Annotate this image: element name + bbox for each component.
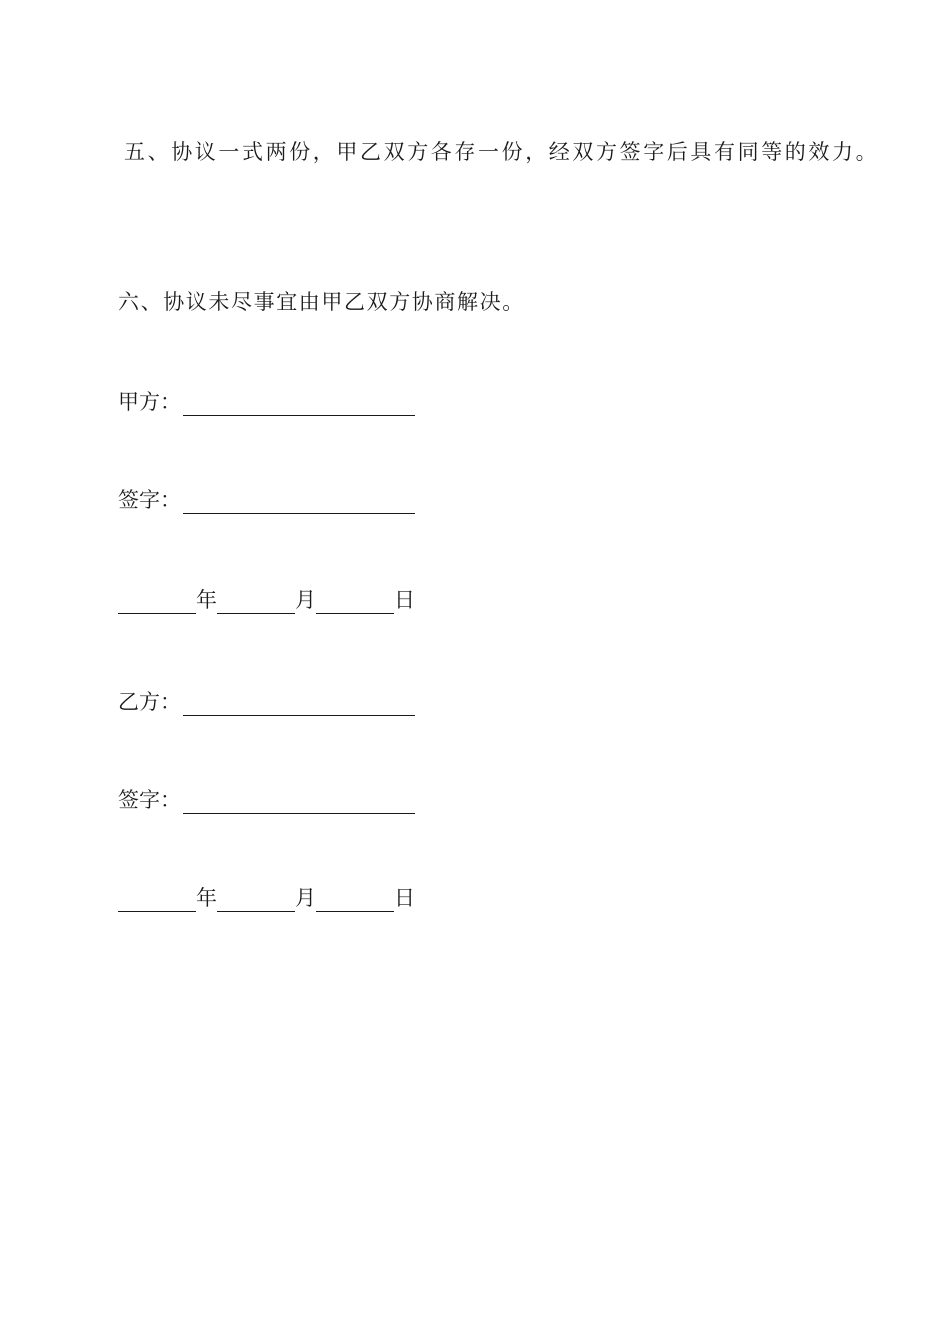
party-a-row: [118, 388, 415, 416]
party-a-blank-field[interactable]: [183, 395, 415, 416]
party-a-signature-field[interactable]: [183, 493, 415, 514]
party-b-row: [118, 688, 415, 716]
party-b-year-field[interactable]: [118, 891, 196, 912]
party-b-day-label: 日: [394, 886, 415, 910]
clause-five: 五、协议一式两份，甲乙双方各存一份，经双方签字后具有同等的效力。: [124, 140, 880, 164]
party-a-month-field[interactable]: [217, 593, 295, 614]
party-a-label: 甲方：: [118, 390, 181, 414]
party-a-day-label: 日: [394, 588, 415, 612]
party-b-signature-row: [118, 786, 415, 814]
clause-six: 六、协议未尽事宜由甲乙双方协商解决。: [118, 290, 525, 314]
party-b-blank-field[interactable]: [183, 695, 415, 716]
party-b-date-row: [118, 884, 415, 912]
party-b-day-field[interactable]: [316, 891, 394, 912]
party-b-signature-field[interactable]: [183, 793, 415, 814]
party-b-month-label: 月: [295, 886, 316, 910]
party-b-month-field[interactable]: [217, 891, 295, 912]
party-a-year-field[interactable]: [118, 593, 196, 614]
party-a-signature-row: [118, 486, 415, 514]
party-a-date-row: [118, 586, 415, 614]
party-a-day-field[interactable]: [316, 593, 394, 614]
party-b-year-label: 年: [196, 886, 217, 910]
party-a-signature-label: 签字：: [118, 488, 181, 512]
party-b-signature-label: 签字：: [118, 788, 181, 812]
party-b-label: 乙方：: [118, 690, 181, 714]
party-a-year-label: 年: [196, 588, 217, 612]
party-a-month-label: 月: [295, 588, 316, 612]
